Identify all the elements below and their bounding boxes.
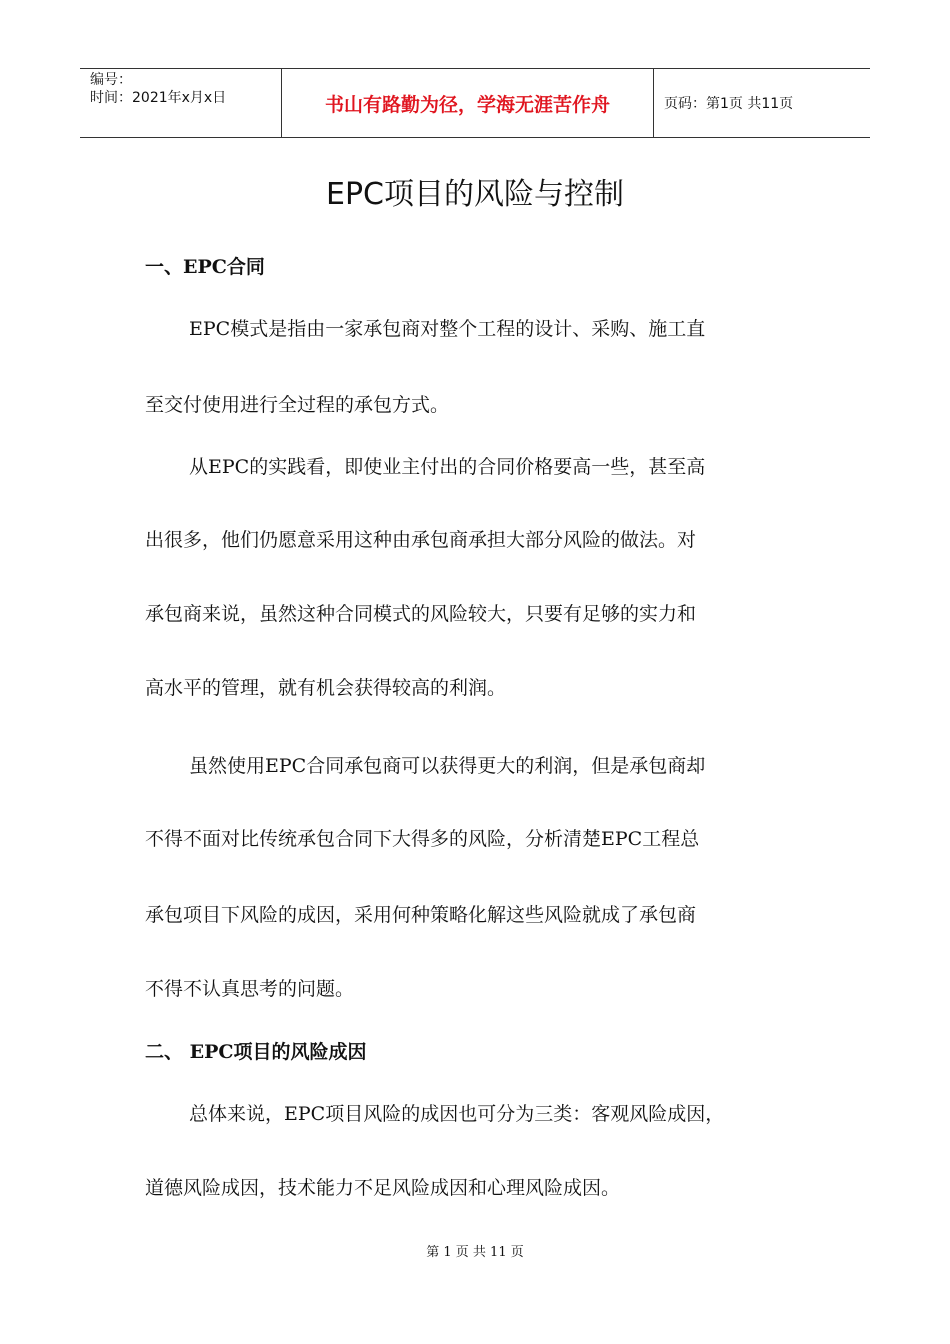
page-footer: 第 1 页 共 11 页 [426,1245,524,1260]
paragraph-line: 至交付使用进行全过程的承包方式。 [145,394,450,416]
paragraph-line: 道德风险成因，技术能力不足风险成因和心理风险成因。 [145,1177,621,1199]
section-2-heading: 二、 EPC项目的风险成因 [145,1041,367,1063]
paragraph-line: 承包项目下风险的成因，采用何种策略化解这些风险就成了承包商 [145,904,697,926]
paragraph-line: 不得不认真思考的问题。 [145,978,355,1000]
section-1-heading: 一、EPC合同 [145,256,265,278]
header-motto: 书山有路勤为径，学海无涯苦作舟 [282,69,654,137]
paragraph-line: 承包商来说，虽然这种合同模式的风险较大，只要有足够的实力和 [145,603,697,625]
paragraph-line: 高水平的管理，就有机会获得较高的利润。 [145,677,507,699]
paragraph-line: EPC模式是指由一家承包商对整个工程的设计、采购、施工直 [189,318,706,340]
paragraph-line: 不得不面对比传统承包合同下大得多的风险，分析清楚EPC工程总 [145,828,700,850]
paragraph-line: 从EPC的实践看，即使业主付出的合同价格要高一些，甚至高 [189,456,706,478]
number-label: 编号： [90,72,132,88]
paragraph-line: 虽然使用EPC合同承包商可以获得更大的利润，但是承包商却 [189,755,706,777]
document-title: EPC项目的风险与控制 [326,177,624,212]
paragraph-line: 总体来说，EPC项目风险的成因也可分为三类：客观风险成因， [189,1103,725,1125]
header-meta [80,69,282,137]
header-page-info: 页码：第1页 共11页 [664,96,794,112]
time-label: 时间：2021年x月x日 [90,90,227,106]
page-header [80,68,870,138]
paragraph-line: 出很多，他们仍愿意采用这种由承包商承担大部分风险的做法。对 [145,529,697,551]
